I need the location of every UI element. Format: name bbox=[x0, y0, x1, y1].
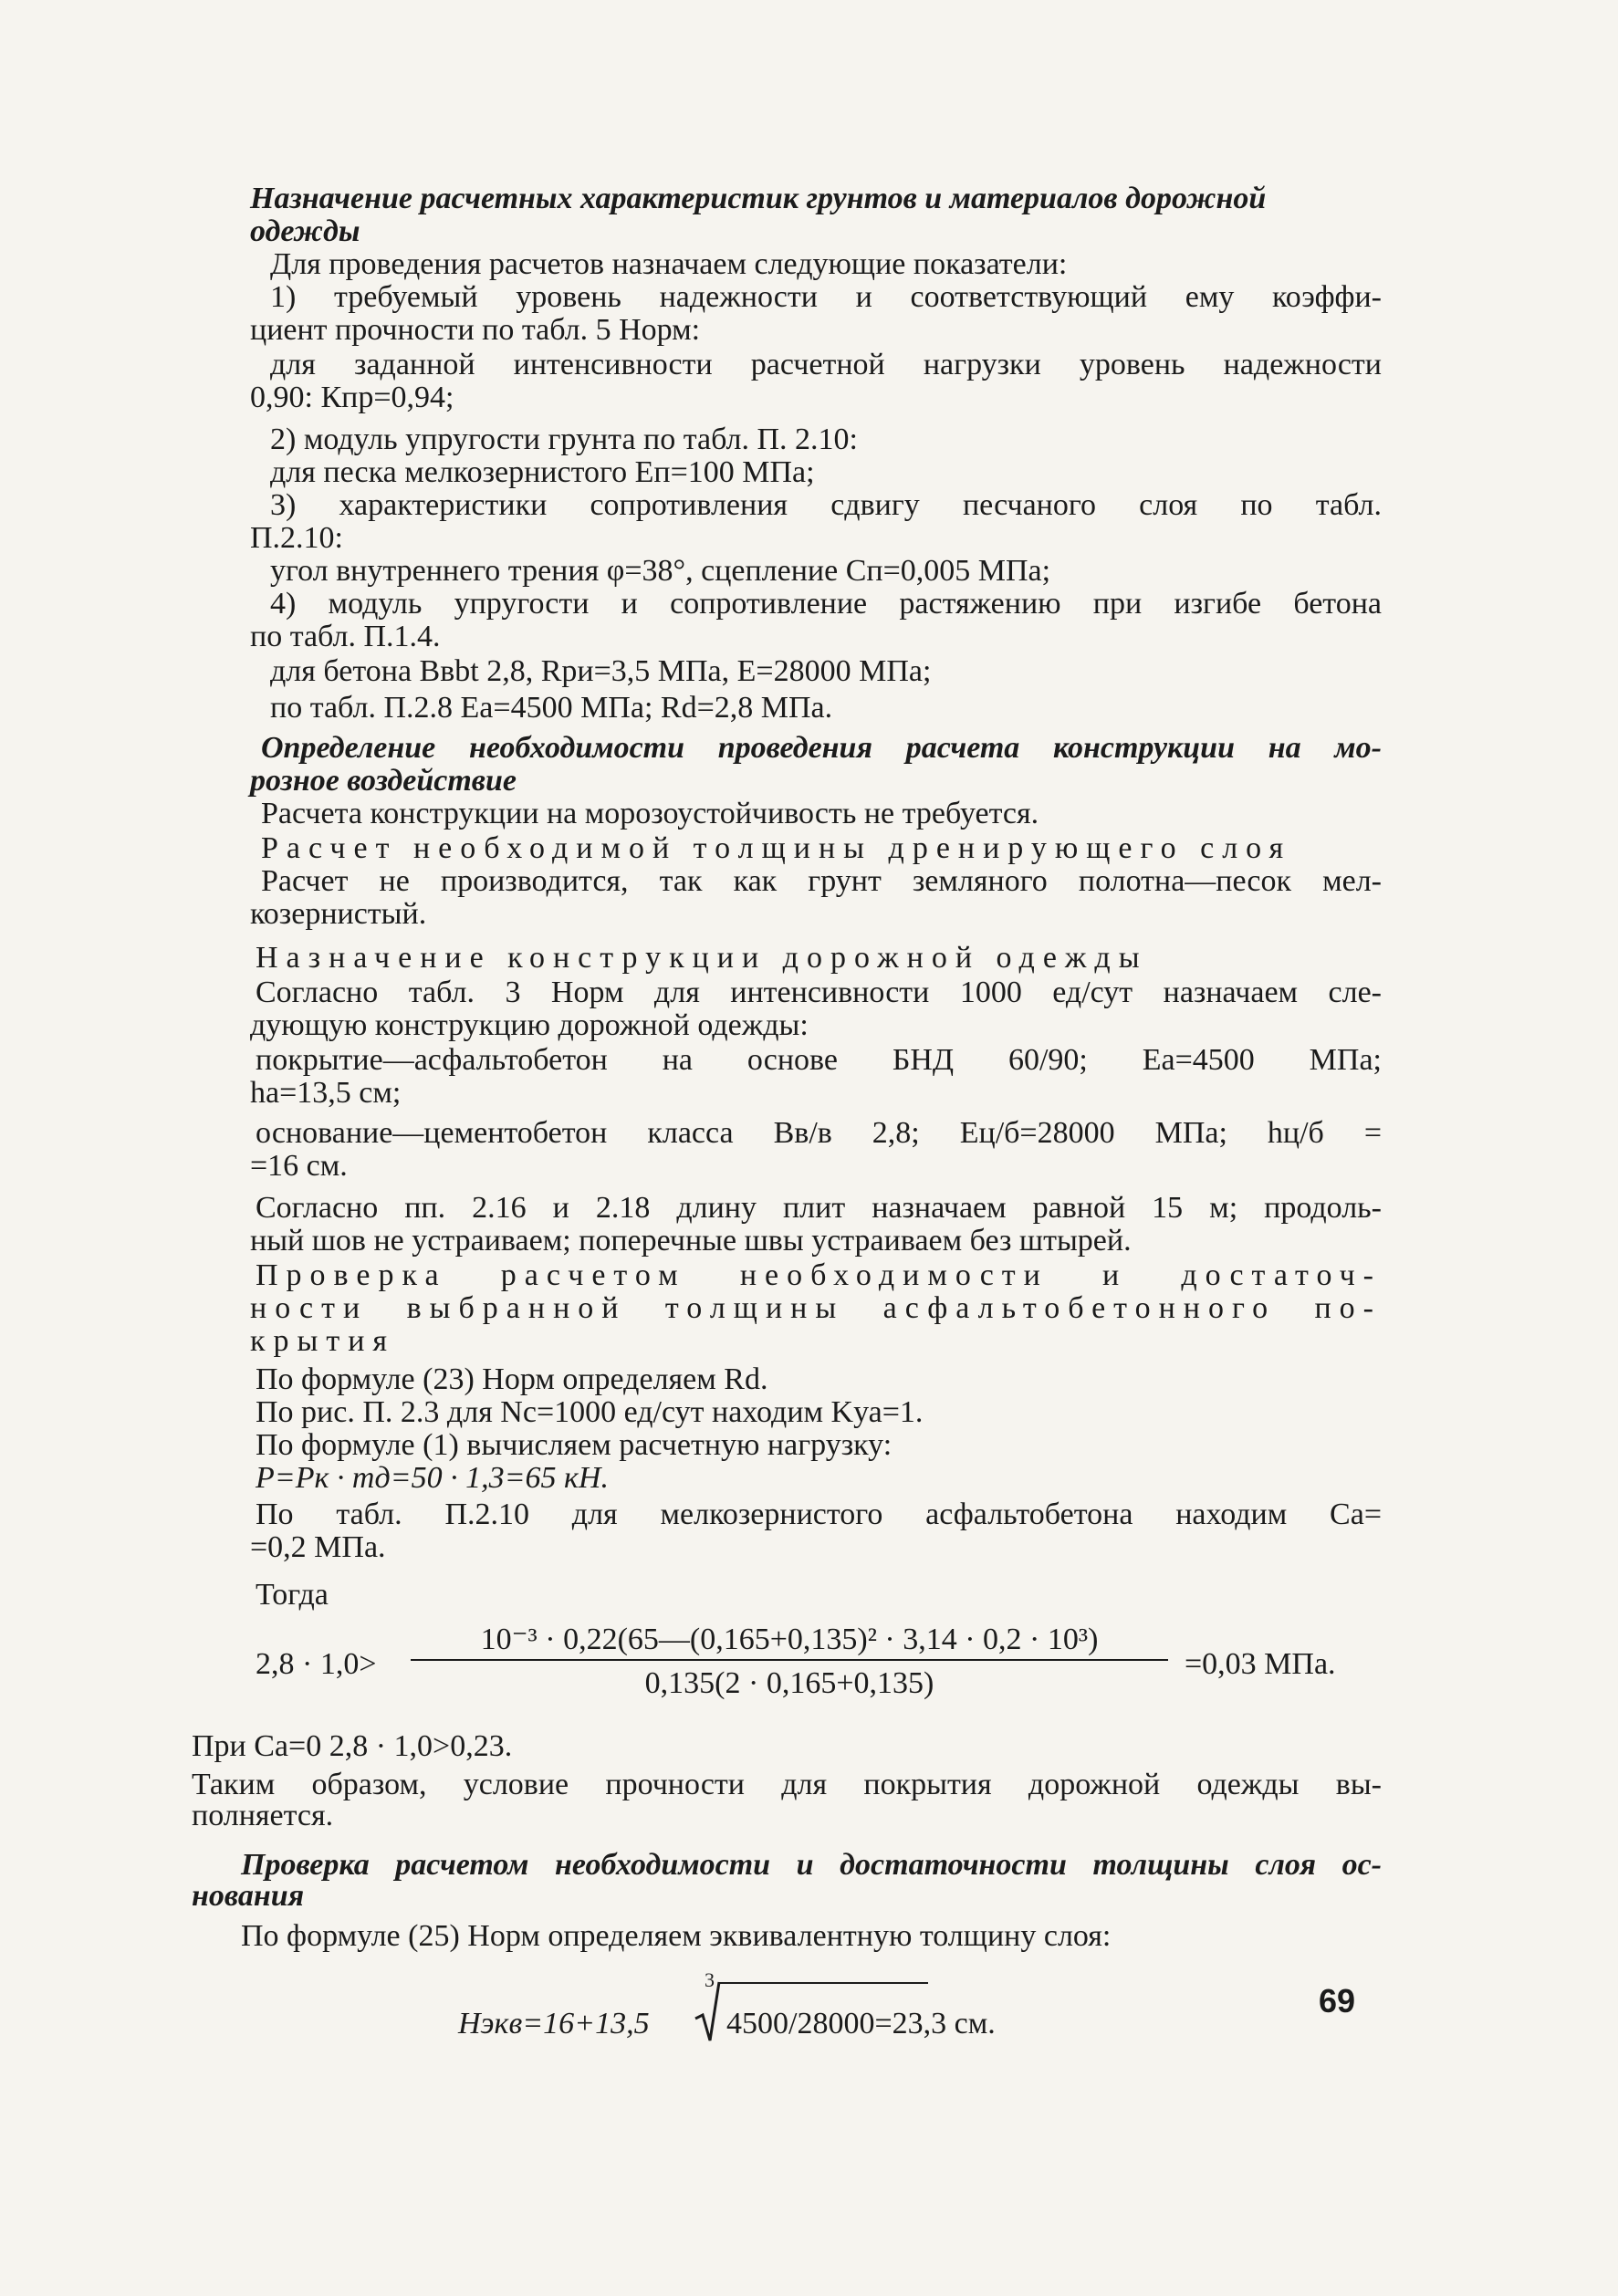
section-heading: Проверка расчетом необходимости и достаточ- bbox=[256, 1258, 1382, 1292]
paragraph-line: 3) характеристики сопротивления сдвигу песчаного слоя по табл. bbox=[270, 488, 1382, 522]
paragraph-line: P=Pк · mд=50 · 1,3=65 кН. bbox=[256, 1461, 609, 1495]
paragraph-line: по табл. П.1.4. bbox=[250, 620, 441, 653]
paragraph-line: П.2.10: bbox=[250, 521, 343, 555]
paragraph-line: Таким образом, условие прочности для покрытия дорожной одежды вы- bbox=[192, 1768, 1382, 1801]
section-heading: ности выбранной толщины асфальтобетонного по- bbox=[250, 1291, 1382, 1325]
section-heading: нования bbox=[192, 1879, 305, 1913]
paragraph-line: для бетона Bвbt 2,8, Rри=3,5 МПа, E=28000 МПа; bbox=[270, 654, 932, 688]
paragraph-line: По табл. П.2.10 для мелкозернистого асфальтобетона находим Cа= bbox=[256, 1498, 1382, 1531]
paragraph-line: По формуле (1) вычисляем расчетную нагрузку: bbox=[256, 1428, 893, 1462]
section-heading: Назначение расчетных характеристик грунтов и материалов дорожной bbox=[250, 182, 1267, 215]
page-number: 69 bbox=[1319, 1982, 1356, 2019]
section-heading: Определение необходимости проведения расчета конструкции на мо- bbox=[261, 731, 1382, 765]
paragraph-line: По рис. П. 2.3 для Nc=1000 ед/сут находим Kуа=1. bbox=[256, 1395, 924, 1429]
section-heading: крытия bbox=[250, 1324, 396, 1358]
section-heading: Назначение конструкции дорожной одежды bbox=[256, 941, 1148, 975]
paragraph-line: Для проведения расчетов назначаем следующие показатели: bbox=[270, 247, 1068, 281]
fraction-bar bbox=[411, 1659, 1168, 1661]
radical-vinculum bbox=[718, 1982, 928, 1984]
paragraph-line: 4) модуль упругости и сопротивление растяжению при изгибе бетона bbox=[270, 587, 1382, 621]
section-heading: Проверка расчетом необходимости и достаточности толщины слоя ос- bbox=[241, 1848, 1382, 1882]
paragraph-line: для заданной интенсивности расчетной нагрузки уровень надежности bbox=[270, 348, 1382, 381]
paragraph-line: Расчет не производится, так как грунт земляного полотна—песок мел- bbox=[261, 864, 1382, 898]
paragraph-line: По формуле (23) Норм определяем Rd. bbox=[256, 1362, 768, 1396]
paragraph-line: 0,90: Кпр=0,94; bbox=[250, 381, 454, 414]
paragraph-line: покрытие—асфальтобетон на основе БНД 60/90; Eа=4500 МПа; bbox=[256, 1043, 1382, 1077]
formula-numerator: 10⁻³ · 0,22(65—(0,165+0,135)² · 3,14 · 0,2 · 10³) bbox=[480, 1623, 1099, 1656]
paragraph-line: циент прочности по табл. 5 Норм: bbox=[250, 313, 701, 347]
paragraph-line: 2) модуль упругости грунта по табл. П. 2.10: bbox=[270, 423, 859, 456]
formula-left: Hэкв=16+13,5 bbox=[458, 2007, 650, 2040]
paragraph-line: hа=13,5 см; bbox=[250, 1076, 402, 1110]
radical-index: 3 bbox=[705, 1968, 715, 1991]
paragraph-line: козернистый. bbox=[250, 897, 427, 931]
section-heading: Расчет необходимой толщины дренирующего слоя bbox=[261, 831, 1292, 865]
section-heading: одежды bbox=[250, 214, 360, 248]
paragraph-line: =0,2 МПа. bbox=[250, 1530, 386, 1564]
paragraph-line: для песка мелкозернистого Eп=100 МПа; bbox=[270, 455, 815, 489]
paragraph-line: При Cа=0 2,8 · 1,0>0,23. bbox=[192, 1729, 513, 1763]
paragraph-line: По формуле (25) Норм определяем эквивалентную толщину слоя: bbox=[241, 1919, 1112, 1953]
paragraph-line: =16 см. bbox=[250, 1149, 348, 1183]
radicand: 4500/28000=23,3 см. bbox=[726, 2007, 996, 2040]
paragraph-line: основание—цементобетон класса Bв/в 2,8; Eц/б=28000 МПа; hц/б = bbox=[256, 1116, 1382, 1150]
paragraph-line: Согласно пп. 2.16 и 2.18 длину плит назначаем равной 15 м; продоль- bbox=[256, 1191, 1382, 1225]
paragraph-line: Тогда bbox=[256, 1578, 329, 1612]
paragraph-line: угол внутреннего трения φ=38°, сцепление Cп=0,005 МПа; bbox=[270, 554, 1051, 588]
formula-denominator: 0,135(2 · 0,165+0,135) bbox=[644, 1666, 934, 1700]
paragraph-line: полняется. bbox=[192, 1799, 334, 1832]
paragraph-line: по табл. П.2.8 Eа=4500 МПа; Rd=2,8 МПа. bbox=[270, 691, 833, 725]
paragraph-line: ный шов не устраиваем; поперечные швы устраиваем без штырей. bbox=[250, 1224, 1132, 1258]
formula-right: =0,03 МПа. bbox=[1185, 1647, 1336, 1681]
paragraph-line: Согласно табл. 3 Норм для интенсивности 1000 ед/сут назначаем сле- bbox=[256, 976, 1382, 1009]
section-heading: розное воздействие bbox=[250, 764, 517, 798]
paragraph-line: дующую конструкцию дорожной одежды: bbox=[250, 1008, 809, 1042]
formula-left: 2,8 · 1,0> bbox=[256, 1647, 377, 1681]
paragraph-line: 1) требуемый уровень надежности и соответствующий ему коэффи- bbox=[270, 280, 1382, 314]
paragraph-line: Расчета конструкции на морозоустойчивость не требуется. bbox=[261, 797, 1039, 830]
